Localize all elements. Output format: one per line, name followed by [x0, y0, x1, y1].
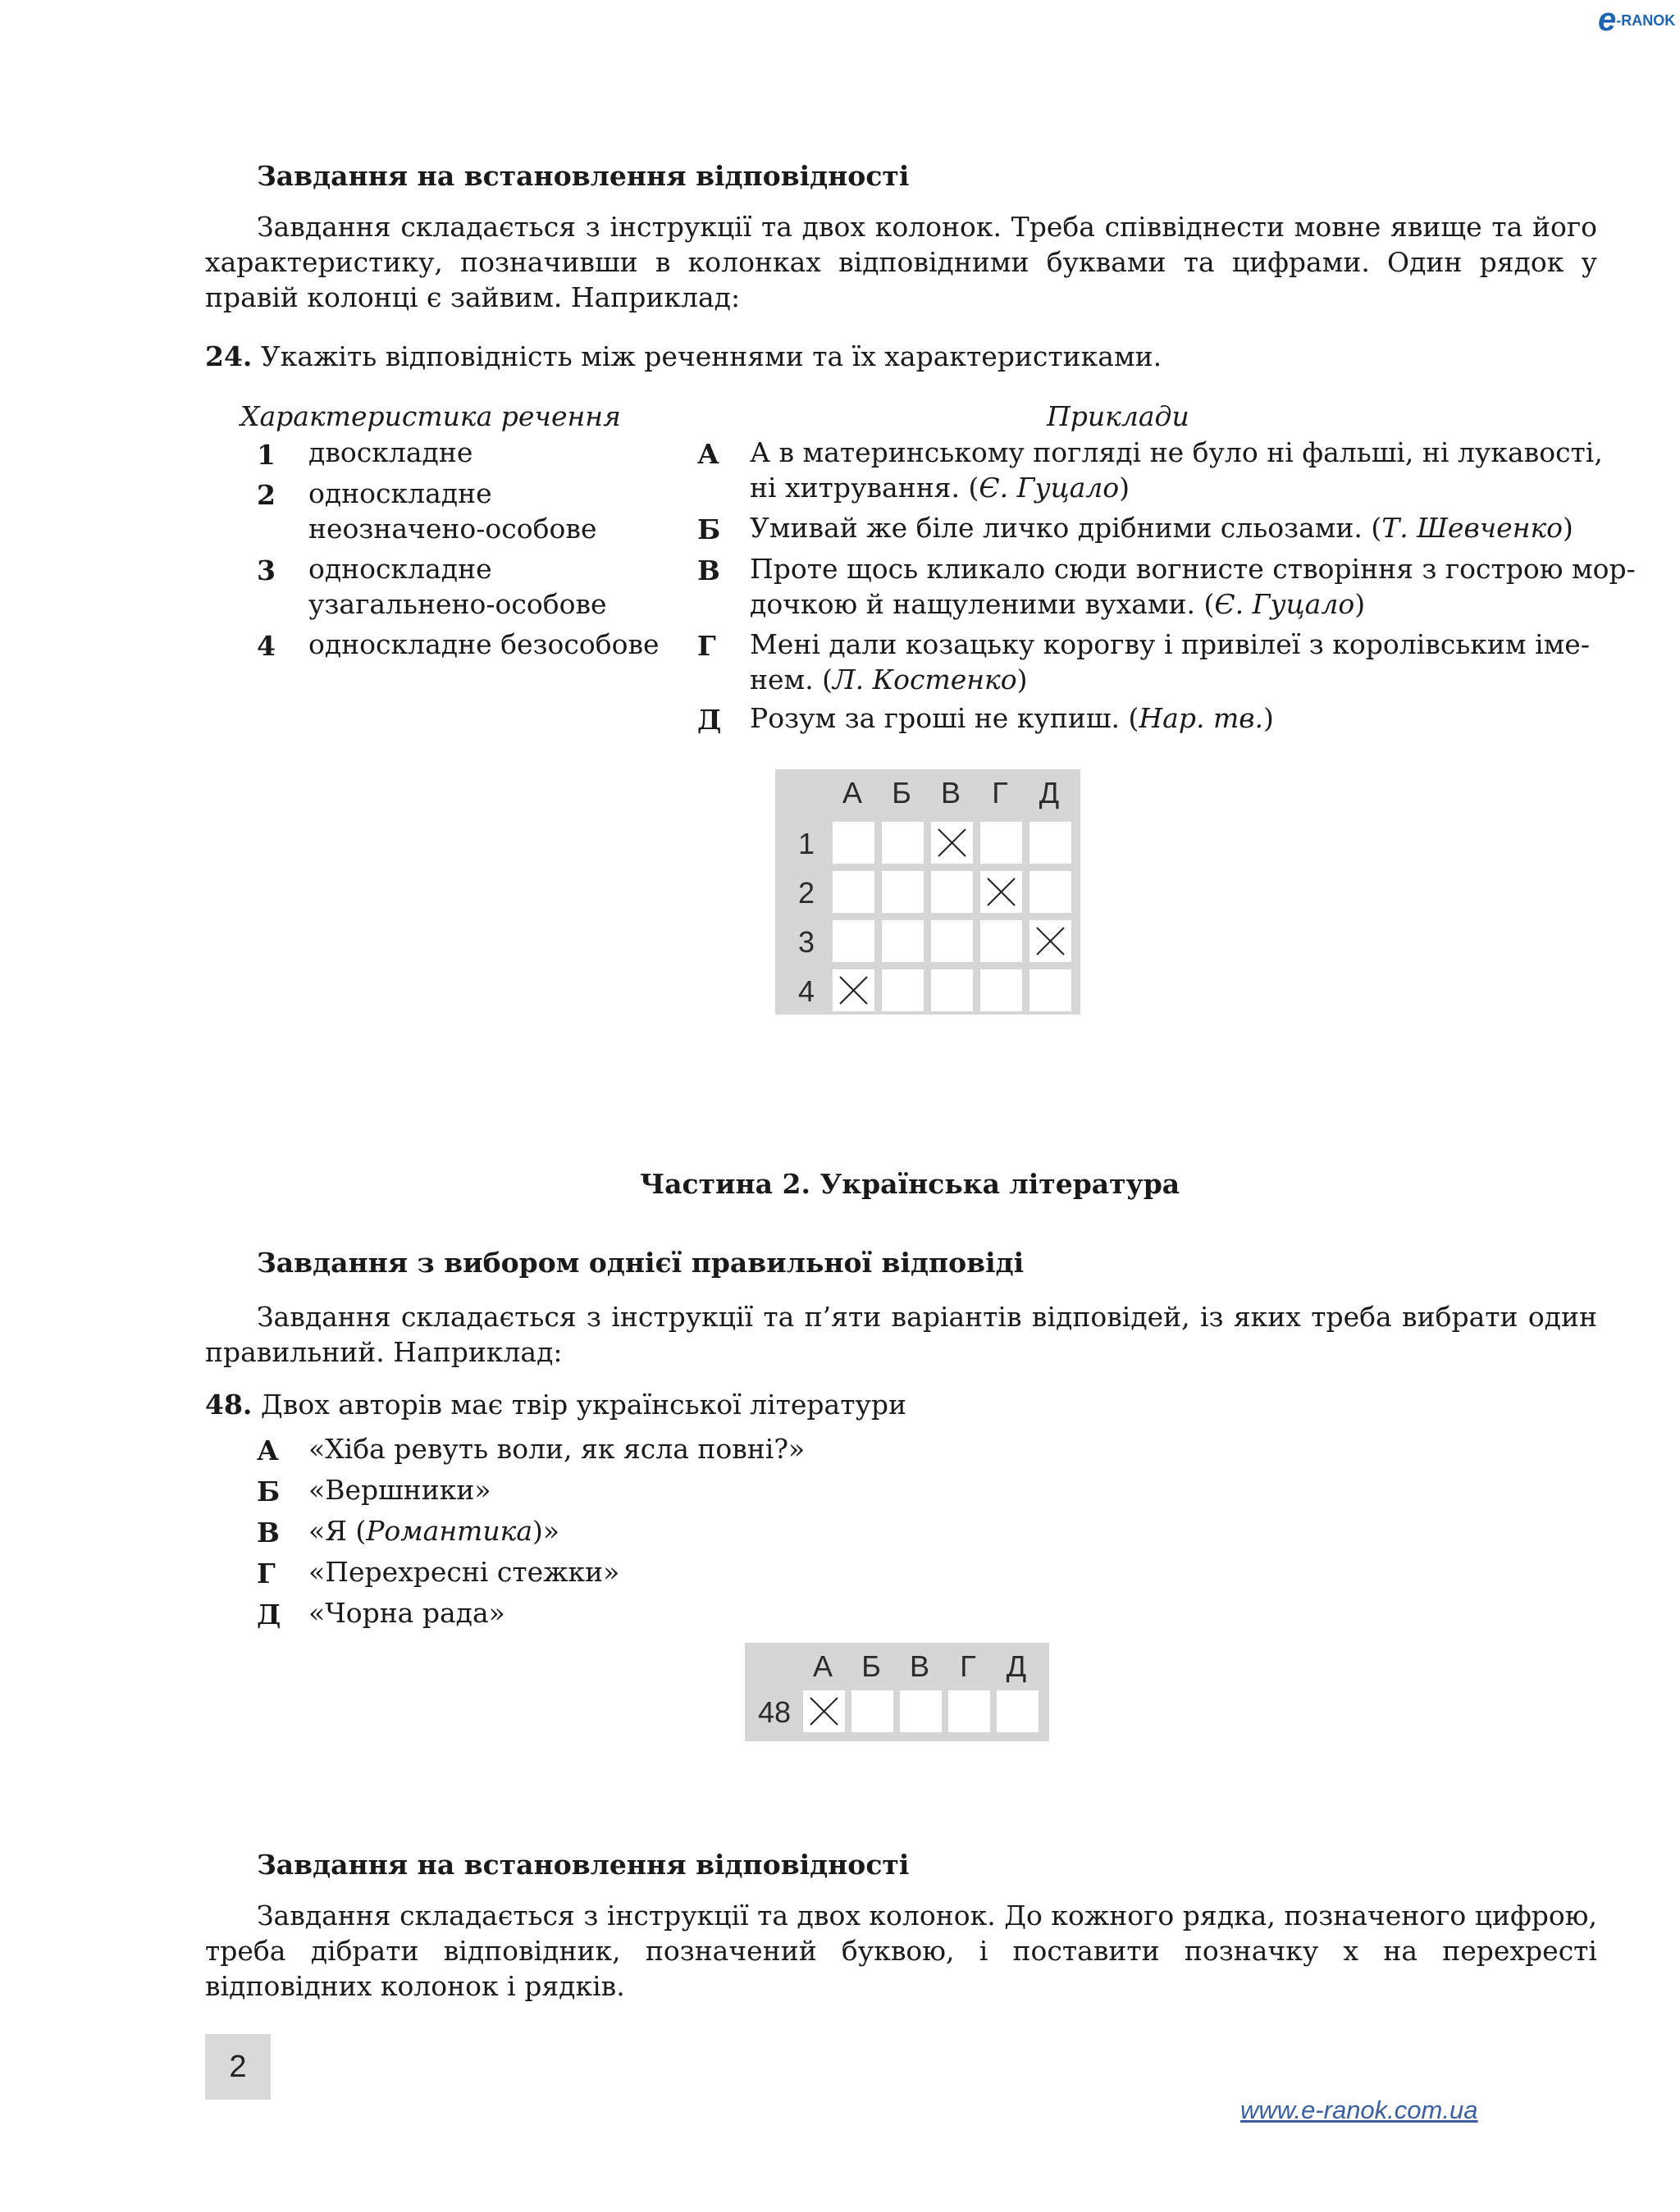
- left-item-number: 3: [257, 554, 276, 586]
- answer-cell[interactable]: [900, 1690, 942, 1732]
- right-item-letter: В: [697, 554, 720, 586]
- answer-cell[interactable]: [948, 1690, 990, 1732]
- answer-cell[interactable]: [980, 969, 1022, 1011]
- answer-cell[interactable]: [1029, 822, 1071, 864]
- left-item-number: 4: [257, 630, 276, 662]
- answer-cell[interactable]: [931, 822, 973, 864]
- answer-cell[interactable]: [980, 822, 1022, 864]
- right-item-text: нем. (Л. Костенко): [750, 664, 1028, 696]
- right-item-text: А в материнському погляді не було ні фальші, ні лукавості,: [750, 436, 1603, 468]
- answer-cell[interactable]: [833, 969, 874, 1011]
- answer-cell[interactable]: [931, 969, 973, 1011]
- cross-mark-icon: [1029, 920, 1071, 962]
- answer-cell[interactable]: [931, 920, 973, 962]
- grid-row-label: 1: [797, 827, 815, 860]
- right-item-letter: Д: [697, 704, 722, 736]
- publisher-logo: e-RANOK: [1598, 2, 1676, 38]
- answer-cell[interactable]: [833, 871, 874, 913]
- answer-cell[interactable]: [997, 1690, 1039, 1732]
- answer-cell[interactable]: [833, 822, 874, 864]
- question-24: [205, 339, 1597, 374]
- answer-cell[interactable]: [1029, 871, 1071, 913]
- part-title: Частина 2. Українська література: [640, 1168, 1180, 1200]
- grid-column-label: Г: [960, 1649, 976, 1683]
- right-item-text: Мені дали козацьку корогву і привілеї з королівським іме-: [750, 628, 1590, 660]
- right-column-header: Приклади: [1047, 400, 1189, 432]
- left-item-text: неозначено-особове: [308, 513, 597, 545]
- option-text: «Вершники»: [308, 1474, 491, 1506]
- left-item-number: 1: [257, 439, 276, 471]
- grid-row-label: 4: [797, 974, 815, 1008]
- left-item-text: односкладне: [308, 477, 492, 509]
- answer-cell[interactable]: [980, 920, 1022, 962]
- question-48: [205, 1387, 1597, 1422]
- question-number: 48.: [205, 1389, 253, 1421]
- right-item-text: дочкою й нащуленими вухами. (Є. Гуцало): [750, 588, 1366, 620]
- option-letter: В: [257, 1516, 280, 1548]
- section-instruction: Завдання складається з інструкції та двох колонок. Треба співвіднести мовне явище та його характеристику, позначивши в колонках відповідними буквами та цифрами. Один рядок у правій колонці є зайвим. Наприклад:: [205, 211, 1597, 313]
- option-letter: Г: [257, 1558, 276, 1589]
- right-item-text: Розум за гроші не купиш. (Нар. тв.): [750, 702, 1274, 734]
- option-text: «Я (Романтика)»: [308, 1515, 560, 1547]
- answer-cell[interactable]: [1029, 969, 1071, 1011]
- answer-cell[interactable]: [851, 1690, 893, 1732]
- question-text: Укажіть відповідність між реченнями та їх характеристиками.: [260, 340, 1162, 372]
- answer-cell[interactable]: [882, 920, 924, 962]
- grid-column-label: Б: [892, 776, 911, 810]
- left-item-text: односкладне: [308, 553, 492, 585]
- right-item-letter: Б: [697, 513, 721, 545]
- section-title: Завдання на встановлення відповідності: [257, 1849, 910, 1881]
- grid-column-label: Д: [1039, 776, 1060, 810]
- answer-cell[interactable]: [803, 1690, 845, 1732]
- answer-cell[interactable]: [882, 969, 924, 1011]
- grid-row-label: 2: [797, 876, 815, 910]
- left-item-text: узагальнено-особове: [308, 588, 607, 620]
- option-text: «Хіба ревуть воли, як ясла повні?»: [308, 1433, 806, 1465]
- right-item-letter: Г: [697, 630, 716, 662]
- answer-cell[interactable]: [931, 871, 973, 913]
- grid-row-label: 3: [797, 925, 815, 959]
- option-letter: Б: [257, 1475, 281, 1507]
- grid-column-label: В: [940, 776, 961, 810]
- option-letter: Д: [257, 1599, 281, 1630]
- grid-column-label: А: [842, 776, 862, 810]
- grid-column-label: Д: [1006, 1649, 1027, 1683]
- left-item-text: односкладне безособове: [308, 628, 660, 660]
- left-column-header: Характеристика речення: [240, 400, 621, 432]
- answer-cell[interactable]: [882, 822, 924, 864]
- right-item-letter: А: [697, 438, 719, 470]
- answer-cell[interactable]: [833, 920, 874, 962]
- question-number: 24.: [205, 340, 253, 372]
- answer-cell[interactable]: [980, 871, 1022, 913]
- option-letter: А: [257, 1434, 279, 1466]
- left-item-text: двоскладне: [308, 436, 473, 468]
- section-instruction: Завдання складається з інструкції та двох колонок. До кожного рядка, позначеного цифрою, треба дібрати відповідник, позначений буквою, і поставити позначку х на перехресті відповідних колонок і рядків.: [205, 1900, 1597, 2002]
- right-item-text: Проте щось кликало сюди вогнисте створіння з гострою мор-: [750, 553, 1636, 585]
- section-title: Завдання з вибором однієї правильної відповіді: [257, 1247, 1025, 1279]
- cross-mark-icon: [931, 822, 973, 864]
- option-text: «Чорна рада»: [308, 1597, 505, 1629]
- cross-mark-icon: [980, 871, 1022, 913]
- section-title: Завдання на встановлення відповідності: [257, 160, 910, 192]
- grid-column-label: А: [812, 1649, 833, 1683]
- answer-grid-48: [745, 1643, 1049, 1741]
- answer-cell[interactable]: [882, 871, 924, 913]
- answer-cell[interactable]: [1029, 920, 1071, 962]
- section-instruction: Завдання складається з інструкції та п’яти варіантів відповідей, із яких треба вибрати один правильний. Наприклад:: [205, 1301, 1597, 1368]
- cross-mark-icon: [803, 1690, 845, 1732]
- right-item-text: ні хитрування. (Є. Гуцало): [750, 472, 1130, 504]
- page-number: 2: [205, 2034, 271, 2100]
- grid-column-label: В: [909, 1649, 929, 1683]
- grid-column-label: Г: [992, 776, 1008, 810]
- question-text: Двох авторів має твір української літератури: [260, 1389, 907, 1421]
- answer-grid-24: [775, 769, 1080, 1015]
- cross-mark-icon: [833, 969, 874, 1011]
- option-text: «Перехресні стежки»: [308, 1556, 620, 1588]
- right-item-text: Умивай же біле личко дрібними сльозами. (Т. Шевченко): [750, 512, 1573, 544]
- grid-column-label: Б: [861, 1649, 881, 1683]
- website-link[interactable]: www.e-ranok.com.ua: [1240, 2096, 1478, 2124]
- grid-row-label: 48: [757, 1695, 792, 1729]
- left-item-number: 2: [257, 479, 276, 511]
